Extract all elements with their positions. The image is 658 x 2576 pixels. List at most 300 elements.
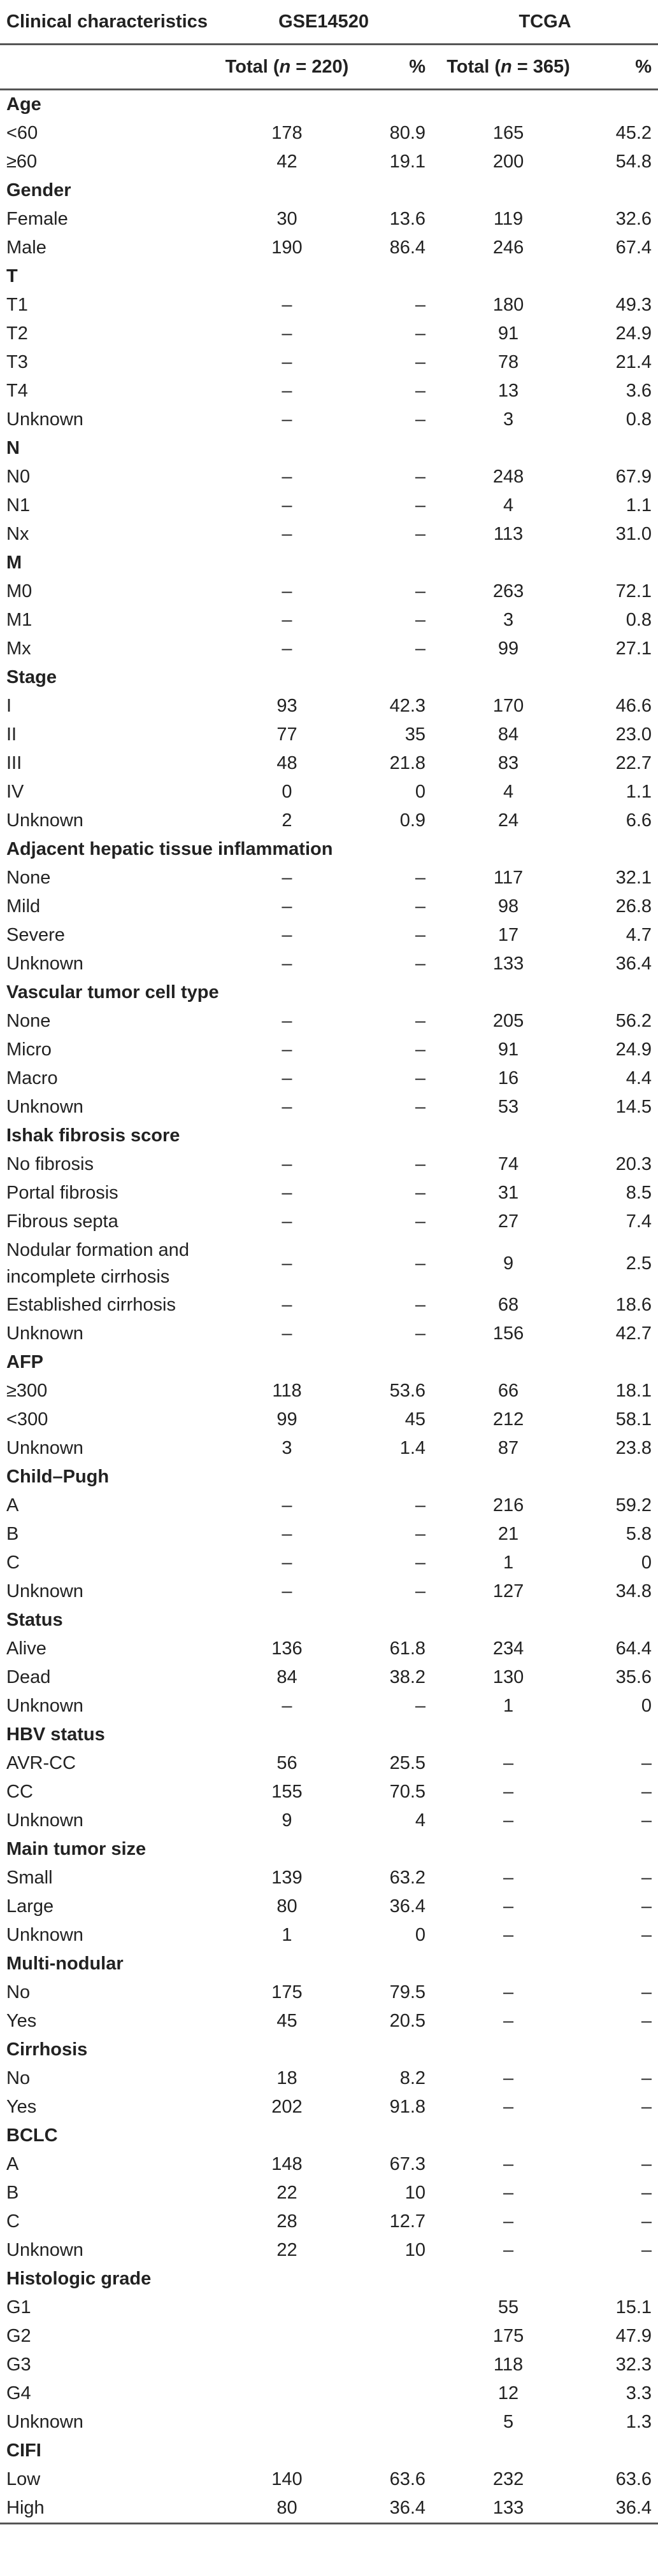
- tcga-percent-cell: 24.9: [615, 323, 652, 344]
- gse-total-cell: –: [282, 1295, 292, 1315]
- gse-total-cell: –: [282, 1253, 292, 1274]
- section-row: [0, 1721, 658, 1749]
- section-title: Status: [6, 1610, 63, 1630]
- tcga-total-cell: 234: [492, 1638, 524, 1659]
- gse-percent-cell: –: [415, 954, 426, 974]
- tcga-percent-cell: 27.1: [615, 638, 652, 659]
- tcga-total-cell: 127: [492, 1581, 524, 1601]
- gse-percent-cell: 13.6: [389, 209, 426, 229]
- table-row: [0, 520, 658, 549]
- gse-percent-cell: 19.1: [389, 151, 426, 172]
- tcga-total-cell: –: [503, 2211, 514, 2232]
- tcga-total-cell: 78: [497, 352, 519, 372]
- gse-total-cell: 99: [276, 1409, 297, 1430]
- gse-total-cell: 136: [271, 1638, 303, 1659]
- row-label: Severe: [6, 925, 65, 945]
- tcga-percent-cell: 20.3: [615, 1154, 652, 1174]
- tcga-percent-cell: 4.7: [626, 925, 652, 945]
- row-label: <300: [6, 1409, 48, 1430]
- row-label: Unknown: [6, 409, 83, 430]
- tcga-total-cell: 113: [493, 524, 524, 544]
- section-row: [0, 2437, 658, 2465]
- tcga-percent-cell: –: [641, 1925, 652, 1945]
- table-row: [0, 234, 658, 262]
- gse-percent-cell: –: [415, 1211, 426, 1232]
- tcga-percent-cell: 47.9: [615, 2326, 652, 2346]
- gse-percent-cell: 86.4: [389, 237, 426, 258]
- gse-total-cell: 2: [282, 810, 292, 831]
- tcga-total-cell: –: [503, 2068, 514, 2088]
- gse-percent-cell: –: [415, 1253, 426, 1274]
- tcga-total-cell: –: [503, 1782, 514, 1802]
- table-row: [0, 692, 658, 721]
- tcga-total-cell: 66: [497, 1381, 519, 1401]
- row-label: Unknown: [6, 1438, 83, 1458]
- row-label: AVR-CC: [6, 1753, 76, 1773]
- gse-total-cell: 22: [276, 2183, 297, 2203]
- tcga-total-cell: 1: [503, 1552, 514, 1573]
- section-row: [0, 1950, 658, 1978]
- gse-total-cell: 140: [271, 2469, 303, 2489]
- header-tcga-total: Total (n = 365): [432, 45, 585, 90]
- row-label: Unknown: [6, 2240, 83, 2260]
- tcga-percent-cell: 36.4: [615, 954, 652, 974]
- gse-percent-cell: 61.8: [389, 1638, 426, 1659]
- table-row: [0, 1491, 658, 1520]
- gse-total-cell: –: [282, 1552, 292, 1573]
- tcga-total-cell: –: [503, 1810, 514, 1831]
- gse-total-cell: –: [282, 524, 292, 544]
- tcga-total-cell: 91: [497, 1039, 519, 1060]
- row-label: Unknown: [6, 810, 83, 831]
- gse-percent-cell: 25.5: [389, 1753, 426, 1773]
- section-title: M: [6, 553, 22, 573]
- gse-percent-cell: –: [415, 1323, 426, 1344]
- gse-percent-cell: –: [415, 581, 426, 602]
- tcga-total-cell: 5: [503, 2412, 514, 2432]
- gse-percent-cell: –: [415, 638, 426, 659]
- table-row: [0, 2379, 658, 2408]
- gse-total-cell: 175: [271, 1982, 303, 2002]
- gse-percent-cell: –: [415, 524, 426, 544]
- gse-total-cell: 1: [282, 1925, 292, 1945]
- gse-percent-cell: –: [415, 295, 426, 315]
- tcga-percent-cell: 3.3: [626, 2383, 652, 2404]
- header-gse14520: GSE14520: [215, 0, 432, 45]
- tcga-percent-cell: 21.4: [615, 352, 652, 372]
- tcga-total-cell: –: [503, 1925, 514, 1945]
- tcga-percent-cell: –: [641, 1810, 652, 1831]
- tcga-percent-cell: 32.6: [615, 209, 652, 229]
- gse-total-cell: [215, 2408, 359, 2437]
- gse-total-cell: –: [282, 1323, 292, 1344]
- row-label: No: [6, 1982, 31, 2002]
- tcga-total-cell: 68: [497, 1295, 519, 1315]
- gse-total-cell: 9: [282, 1810, 292, 1831]
- table-row: [0, 2236, 658, 2265]
- tcga-percent-cell: 32.3: [615, 2354, 652, 2375]
- tcga-total-cell: 83: [497, 753, 519, 773]
- section-row: [0, 1606, 658, 1635]
- gse-percent-cell: –: [415, 495, 426, 516]
- row-label: Small: [6, 1868, 53, 1888]
- gse-percent-cell: 21.8: [389, 753, 426, 773]
- gse-total-cell: –: [282, 1154, 292, 1174]
- gse-total-cell: 18: [276, 2068, 297, 2088]
- gse-total-cell: 42: [276, 151, 297, 172]
- table-row: [0, 1892, 658, 1921]
- tcga-percent-cell: –: [641, 1868, 652, 1888]
- tcga-total-cell: 21: [497, 1524, 519, 1544]
- tcga-total-cell: 263: [492, 581, 524, 602]
- row-label: Micro: [6, 1039, 52, 1060]
- table-row: [0, 1179, 658, 1207]
- tcga-percent-cell: 15.1: [615, 2297, 652, 2318]
- row-label: Nx: [6, 524, 29, 544]
- row-label: G1: [6, 2297, 31, 2318]
- row-label: Dead: [6, 1667, 51, 1687]
- tcga-total-cell: 27: [497, 1211, 519, 1232]
- row-label: No fibrosis: [6, 1154, 94, 1174]
- tcga-percent-cell: 23.0: [615, 724, 652, 745]
- table-row: [0, 1007, 658, 1036]
- tcga-percent-cell: 45.2: [615, 123, 652, 143]
- tcga-total-cell: 180: [492, 295, 524, 315]
- row-label: Nodular formation and incomplete cirrhosis: [6, 1240, 189, 1287]
- tcga-total-cell: 99: [497, 638, 519, 659]
- gse-percent-cell: –: [415, 1039, 426, 1060]
- table-row: [0, 2351, 658, 2379]
- table-row: [0, 1320, 658, 1348]
- section-title: Histologic grade: [6, 2269, 152, 2289]
- gse-total-cell: [215, 2351, 359, 2379]
- gse-total-cell: 48: [276, 753, 297, 773]
- row-label: Unknown: [6, 1581, 83, 1601]
- tcga-total-cell: –: [503, 2183, 514, 2203]
- gse-percent-cell: [359, 2351, 432, 2379]
- gse-total-cell: 77: [276, 724, 297, 745]
- row-label: Unknown: [6, 1810, 83, 1831]
- section-title: HBV status: [6, 1724, 105, 1745]
- tcga-percent-cell: 1.1: [626, 495, 652, 516]
- gse-percent-cell: 36.4: [389, 1896, 426, 1917]
- row-label: B: [6, 2183, 19, 2203]
- header-gse-percent: %: [359, 45, 432, 90]
- table-row: [0, 1093, 658, 1122]
- gse-total-cell: 56: [276, 1753, 297, 1773]
- gse-percent-cell: –: [415, 1295, 426, 1315]
- tcga-percent-cell: –: [641, 1982, 652, 2002]
- gse-percent-cell: 91.8: [389, 2097, 426, 2117]
- tcga-total-cell: 248: [492, 467, 524, 487]
- tcga-percent-cell: 32.1: [615, 868, 652, 888]
- row-label: N1: [6, 495, 31, 516]
- gse-percent-cell: –: [415, 868, 426, 888]
- gse-percent-cell: 38.2: [389, 1667, 426, 1687]
- row-label: III: [6, 753, 22, 773]
- table-row: [0, 806, 658, 835]
- table-row: [0, 1377, 658, 1405]
- tcga-total-cell: 4: [503, 782, 514, 802]
- tcga-percent-cell: 67.9: [615, 467, 652, 487]
- gse-total-cell: 93: [276, 696, 297, 716]
- gse-total-cell: 22: [276, 2240, 297, 2260]
- tcga-total-cell: 165: [492, 123, 524, 143]
- gse-total-cell: –: [282, 868, 292, 888]
- row-label: II: [6, 724, 17, 745]
- section-title: Adjacent hepatic tissue inflammation: [6, 839, 333, 859]
- gse-total-cell: –: [282, 581, 292, 602]
- gse-total-cell: 190: [271, 237, 303, 258]
- row-label: B: [6, 1524, 19, 1544]
- tcga-percent-cell: 58.1: [615, 1409, 652, 1430]
- row-label: Unknown: [6, 954, 83, 974]
- tcga-total-cell: 17: [497, 925, 519, 945]
- section-row: [0, 2122, 658, 2150]
- gse-percent-cell: –: [415, 1154, 426, 1174]
- gse-total-cell: [215, 2322, 359, 2351]
- gse-total-cell: 202: [271, 2097, 303, 2117]
- tcga-percent-cell: –: [641, 1753, 652, 1773]
- tcga-percent-cell: –: [641, 2183, 652, 2203]
- section-title: Stage: [6, 667, 57, 687]
- gse-percent-cell: [359, 2322, 432, 2351]
- gse-percent-cell: 20.5: [389, 2011, 426, 2031]
- gse-total-cell: –: [282, 1696, 292, 1716]
- table-row: [0, 1207, 658, 1236]
- tcga-total-cell: 156: [492, 1323, 524, 1344]
- gse-total-cell: 28: [276, 2211, 297, 2232]
- tcga-percent-cell: 54.8: [615, 151, 652, 172]
- gse-total-cell: –: [282, 323, 292, 344]
- gse-percent-cell: 70.5: [389, 1782, 426, 1802]
- section-row: [0, 549, 658, 577]
- gse-total-cell: –: [282, 1524, 292, 1544]
- row-label: Low: [6, 2469, 41, 2489]
- table-row: [0, 2494, 658, 2524]
- tcga-total-cell: 232: [492, 2469, 524, 2489]
- tcga-percent-cell: 7.4: [626, 1211, 652, 1232]
- tcga-percent-cell: 4.4: [626, 1068, 652, 1088]
- table-row: [0, 1577, 658, 1606]
- gse-percent-cell: –: [415, 1581, 426, 1601]
- gse-percent-cell: –: [415, 1097, 426, 1117]
- gse-percent-cell: –: [415, 610, 426, 630]
- tcga-percent-cell: 1.1: [626, 782, 652, 802]
- tcga-total-cell: –: [503, 1896, 514, 1917]
- tcga-percent-cell: 3.6: [626, 381, 652, 401]
- tcga-total-cell: 1: [503, 1696, 514, 1716]
- row-label: N0: [6, 467, 31, 487]
- gse-total-cell: –: [282, 467, 292, 487]
- row-label: T4: [6, 381, 28, 401]
- table-row: [0, 491, 658, 520]
- section-row: [0, 90, 658, 120]
- row-label: A: [6, 2154, 19, 2174]
- tcga-percent-cell: 14.5: [615, 1097, 652, 1117]
- gse-total-cell: –: [282, 409, 292, 430]
- gse-percent-cell: 35: [404, 724, 426, 745]
- row-label: G4: [6, 2383, 31, 2404]
- gse-total-cell: 139: [271, 1868, 303, 1888]
- tcga-total-cell: 130: [492, 1667, 524, 1687]
- table-row: [0, 1236, 658, 1291]
- table-body: [0, 90, 658, 2524]
- table-row: [0, 463, 658, 491]
- tcga-percent-cell: –: [641, 2097, 652, 2117]
- row-label: Large: [6, 1896, 54, 1917]
- table-row: [0, 1291, 658, 1320]
- tcga-percent-cell: 59.2: [615, 1495, 652, 1516]
- tcga-total-cell: 205: [492, 1011, 524, 1031]
- gse-percent-cell: [359, 2379, 432, 2408]
- table-row: [0, 1150, 658, 1179]
- section-title: BCLC: [6, 2125, 58, 2146]
- tcga-percent-cell: –: [641, 2240, 652, 2260]
- gse-percent-cell: 4: [415, 1810, 426, 1831]
- table-row: [0, 1635, 658, 1663]
- row-label: A: [6, 1495, 19, 1516]
- gse-total-cell: –: [282, 1211, 292, 1232]
- gse-total-cell: –: [282, 1183, 292, 1203]
- tcga-percent-cell: 36.4: [585, 2494, 658, 2524]
- gse-percent-cell: –: [415, 381, 426, 401]
- tcga-total-cell: 55: [497, 2297, 519, 2318]
- tcga-percent-cell: 2.5: [626, 1253, 652, 1274]
- gse-percent-cell: 42.3: [389, 696, 426, 716]
- gse-percent-cell: 53.6: [389, 1381, 426, 1401]
- tcga-percent-cell: 34.8: [615, 1581, 652, 1601]
- tcga-total-cell: 119: [493, 209, 524, 229]
- row-label: High: [0, 2494, 215, 2524]
- table-row: [0, 2322, 658, 2351]
- gse-total-cell: –: [282, 381, 292, 401]
- table-row: [0, 291, 658, 320]
- section-title: Cirrhosis: [6, 2039, 88, 2060]
- tcga-percent-cell: 35.6: [615, 1667, 652, 1687]
- tcga-total-cell: 53: [497, 1097, 519, 1117]
- gse-total-cell: 148: [271, 2154, 303, 2174]
- table-row: [0, 205, 658, 234]
- tcga-percent-cell: 31.0: [615, 524, 652, 544]
- header-clinical-characteristics: Clinical characteristics: [0, 0, 215, 45]
- header-row-totals: [0, 45, 658, 90]
- table-row: [0, 864, 658, 892]
- tcga-total-cell: 216: [492, 1495, 524, 1516]
- row-label: ≥300: [6, 1381, 48, 1401]
- tcga-percent-cell: 46.6: [615, 696, 652, 716]
- gse-percent-cell: 45: [404, 1409, 426, 1430]
- row-label: <60: [6, 123, 38, 143]
- tcga-percent-cell: 49.3: [615, 295, 652, 315]
- tcga-percent-cell: 5.8: [626, 1524, 652, 1544]
- tcga-percent-cell: –: [641, 1782, 652, 1802]
- table-row: [0, 2064, 658, 2093]
- table-row: [0, 1549, 658, 1577]
- row-label: Yes: [6, 2011, 37, 2031]
- tcga-total-cell: 200: [492, 151, 524, 172]
- section-title: T: [6, 266, 18, 286]
- table-row: [0, 1806, 658, 1835]
- gse-percent-cell: 79.5: [389, 1982, 426, 2002]
- table-row: [0, 348, 658, 377]
- gse-total-cell: –: [282, 1495, 292, 1516]
- gse-percent-cell: 10: [404, 2183, 426, 2203]
- table-row: [0, 148, 658, 176]
- table-row: [0, 1978, 658, 2007]
- row-label: T3: [6, 352, 28, 372]
- tcga-percent-cell: 0: [641, 1552, 652, 1573]
- table-row: [0, 2408, 658, 2437]
- row-label: Fibrous septa: [6, 1211, 118, 1232]
- section-row: [0, 835, 658, 864]
- tcga-total-cell: 3: [503, 409, 514, 430]
- tcga-total-cell: 246: [492, 237, 524, 258]
- tcga-percent-cell: 22.7: [615, 753, 652, 773]
- tcga-total-cell: –: [503, 2011, 514, 2031]
- tcga-percent-cell: –: [641, 2068, 652, 2088]
- header-empty-cell: [0, 45, 215, 90]
- tcga-total-cell: 133: [492, 954, 524, 974]
- gse-percent-cell: 67.3: [389, 2154, 426, 2174]
- gse-percent-cell: 63.2: [389, 1868, 426, 1888]
- header-tcga-percent: %: [585, 45, 658, 90]
- section-title: Vascular tumor cell type: [6, 982, 219, 1003]
- tcga-percent-cell: 63.6: [615, 2469, 652, 2489]
- section-title: Child–Pugh: [6, 1467, 110, 1487]
- gse-total-cell: 30: [276, 209, 297, 229]
- tcga-total-cell: –: [503, 2240, 514, 2260]
- tcga-percent-cell: 18.1: [615, 1381, 652, 1401]
- gse-percent-cell: [359, 2408, 432, 2437]
- row-label: IV: [6, 782, 24, 802]
- table-row: [0, 1064, 658, 1093]
- row-label: G3: [6, 2354, 31, 2375]
- tcga-total-cell: 87: [497, 1438, 519, 1458]
- row-label: Unknown: [6, 1323, 83, 1344]
- gse-percent-cell: 63.6: [389, 2469, 426, 2489]
- tcga-percent-cell: 23.8: [615, 1438, 652, 1458]
- gse-total-cell: –: [282, 352, 292, 372]
- gse-percent-cell: 80.9: [389, 123, 426, 143]
- gse-total-cell: –: [282, 1581, 292, 1601]
- tcga-percent-cell: 0.8: [626, 409, 652, 430]
- gse-percent-cell: 10: [404, 2240, 426, 2260]
- tcga-total-cell: –: [503, 2097, 514, 2117]
- tcga-total-cell: 16: [497, 1068, 519, 1088]
- gse-percent-cell: 36.4: [359, 2494, 432, 2524]
- table-row: [0, 119, 658, 148]
- section-row: [0, 1122, 658, 1150]
- table-row: [0, 577, 658, 606]
- gse-total-cell: 3: [282, 1438, 292, 1458]
- gse-percent-cell: [359, 2293, 432, 2322]
- section-row: [0, 2036, 658, 2064]
- tcga-percent-cell: 6.6: [626, 810, 652, 831]
- tcga-percent-cell: 0.8: [626, 610, 652, 630]
- tcga-total-cell: –: [503, 1982, 514, 2002]
- section-title: Gender: [6, 180, 71, 201]
- gse-total-cell: 118: [272, 1381, 302, 1401]
- row-label: Unknown: [6, 1696, 83, 1716]
- tcga-total-cell: 117: [493, 868, 524, 888]
- header-gse-total: Total (n = 220): [215, 45, 359, 90]
- table-row: [0, 606, 658, 635]
- section-row: [0, 262, 658, 291]
- gse-total-cell: –: [282, 1097, 292, 1117]
- table-row: [0, 1778, 658, 1806]
- row-label: ≥60: [6, 151, 38, 172]
